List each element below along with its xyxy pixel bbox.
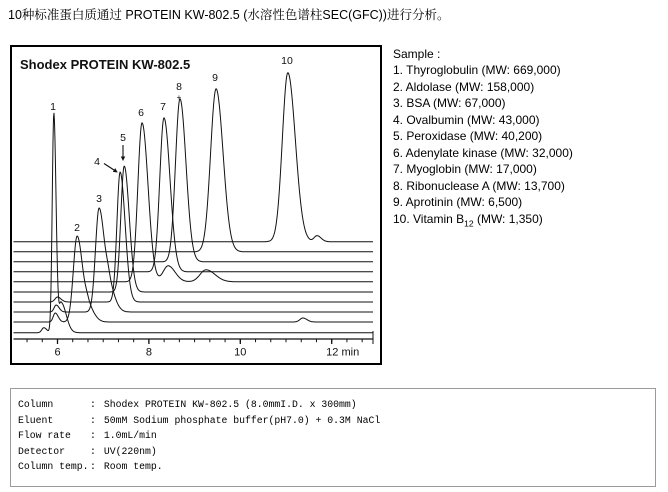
- peak-label-1: 1: [50, 101, 56, 113]
- peak-label-9: 9: [212, 72, 218, 84]
- trace-sample-4: [14, 172, 374, 302]
- spec-value: UV(220nm): [103, 445, 157, 457]
- spec-row-detector: [18, 444, 655, 460]
- peak-label-4: 4: [94, 156, 100, 168]
- x-tick-label: 12 min: [326, 346, 360, 359]
- sample-item: 4. Ovalbumin (MW: 43,000): [393, 112, 540, 127]
- spec-label: Detector: [18, 445, 66, 457]
- sample-item: 5. Peroxidase (MW: 40,200): [393, 129, 543, 144]
- trace-sample-9: [14, 89, 374, 252]
- trace-sample-1: [14, 113, 374, 333]
- spec-label: Column: [18, 399, 54, 410]
- page-title: 10种标准蛋白质通过 PROTEIN KW-802.5 (水溶性色谱柱SEC(GFC))进行分析。: [8, 8, 450, 22]
- spec-separator: :: [90, 399, 96, 410]
- x-tick-label: 8: [145, 346, 152, 359]
- sample-item: 8. Ribonuclease A (MW: 13,700): [393, 178, 565, 193]
- spec-separator: :: [90, 414, 96, 426]
- peak-arrowhead: [121, 157, 125, 162]
- spec-value: Shodex PROTEIN KW-802.5 (8.0mmI.D. x 300mm): [103, 399, 357, 410]
- specs-panel: [10, 388, 656, 487]
- spec-separator: :: [90, 445, 96, 457]
- sample-item: 2. Aldolase (MW: 158,000): [393, 79, 535, 94]
- x-tick-label: 10: [234, 346, 247, 359]
- spec-row-eluent: [18, 413, 655, 429]
- spec-row-column-temp: [18, 459, 655, 475]
- spec-value: 50mM Sodium phosphate buffer(pH7.0) + 0.3M NaCl: [103, 414, 381, 426]
- sample-item-text: (MW: 1,350): [473, 211, 543, 226]
- x-tick-label: 6: [54, 346, 61, 359]
- chart-title: Shodex PROTEIN KW-802.5: [20, 57, 191, 72]
- chromatogram-svg: [12, 47, 380, 363]
- trace-sample-5: [14, 166, 374, 292]
- sample-item: 3. BSA (MW: 67,000): [393, 96, 506, 111]
- trace-sample-6: [14, 123, 374, 282]
- peak-label-5: 5: [120, 132, 126, 144]
- trace-sample-10: [14, 73, 374, 242]
- spec-label: Column temp.: [18, 461, 89, 473]
- peak-label-7: 7: [160, 101, 166, 113]
- trace-sample-8: [14, 99, 374, 262]
- peak-label-6: 6: [138, 107, 144, 119]
- spec-label: Eluent: [18, 414, 54, 426]
- spec-separator: :: [90, 430, 96, 442]
- sample-list: [393, 46, 573, 231]
- sample-item: 9. Aprotinin (MW: 6,500): [393, 195, 523, 210]
- peak-label-+: +: [176, 93, 182, 102]
- subscript-12: 12: [464, 217, 474, 228]
- spec-row-column: [18, 397, 655, 413]
- spec-row-flow-rate: [18, 428, 655, 444]
- spec-separator: :: [90, 461, 96, 473]
- chromatogram-panel: [10, 45, 382, 365]
- sample-item: 7. Myoglobin (MW: 17,000): [393, 162, 537, 177]
- peak-label-8: 8: [176, 81, 182, 93]
- peak-label-2: 2: [74, 222, 80, 234]
- peak-label-3: 3: [96, 193, 102, 205]
- sample-item-text: 10. Vitamin B: [393, 211, 465, 226]
- peak-label-10: 10: [281, 55, 293, 67]
- sample-list-heading: Sample :: [393, 47, 441, 61]
- spec-label: Flow rate: [18, 430, 71, 442]
- spec-value: Room temp.: [103, 461, 163, 473]
- trace-sample-3: [14, 208, 374, 312]
- sample-item: 6. Adenylate kinase (MW: 32,000): [393, 145, 573, 160]
- sample-item-vitamin-b12: [393, 211, 573, 232]
- sample-item: 1. Thyroglobulin (MW: 669,000): [393, 63, 561, 78]
- peak-arrow: [104, 164, 114, 171]
- spec-value: 1.0mL/min: [103, 430, 157, 442]
